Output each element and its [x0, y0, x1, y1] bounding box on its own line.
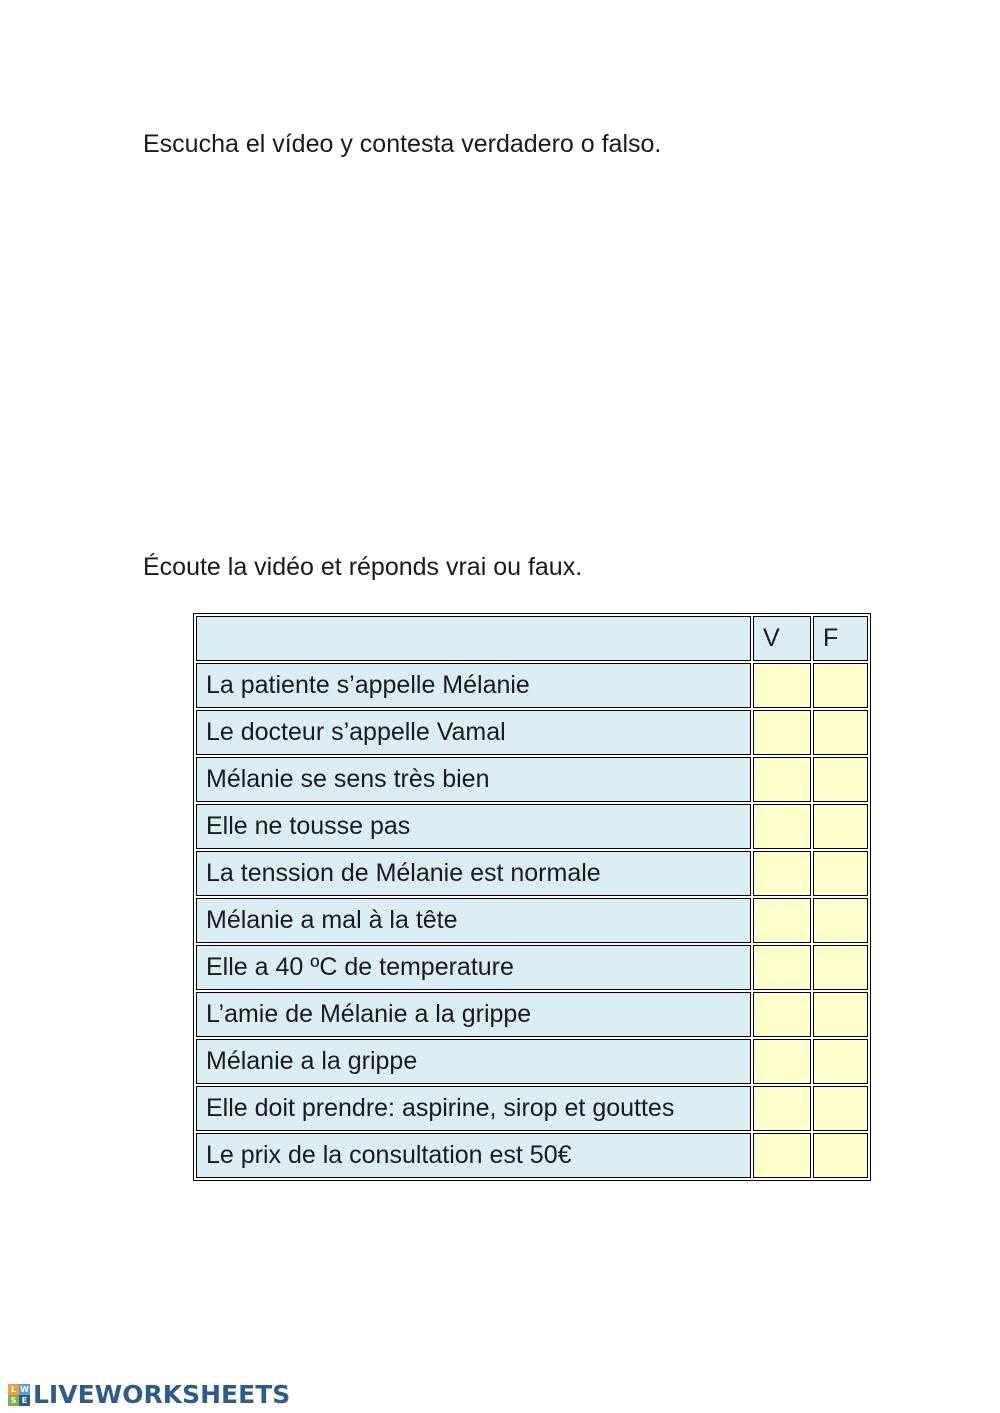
- table-row: [196, 851, 868, 896]
- answer-true-box[interactable]: [753, 1039, 811, 1084]
- table-row: [196, 663, 868, 708]
- liveworksheets-logo-icon: L W S E: [8, 1384, 30, 1406]
- table-row: [196, 898, 868, 943]
- answer-true-box[interactable]: [753, 945, 811, 990]
- answer-false-box[interactable]: [813, 757, 868, 802]
- answer-false-box[interactable]: [813, 1133, 868, 1178]
- answer-false-box[interactable]: [813, 945, 868, 990]
- statement-cell: La tenssion de Mélanie est normale: [196, 851, 751, 896]
- table-row: [196, 1039, 868, 1084]
- statement-cell: Mélanie se sens très bien: [196, 757, 751, 802]
- statement-cell: Mélanie a mal à la tête: [196, 898, 751, 943]
- statement-cell: Le docteur s’appelle Vamal: [196, 710, 751, 755]
- true-false-table: [193, 613, 871, 1181]
- header-false-label: F: [813, 616, 868, 661]
- table-row: [196, 757, 868, 802]
- answer-true-box[interactable]: [753, 851, 811, 896]
- answer-true-box[interactable]: [753, 804, 811, 849]
- header-statement-cell: [196, 616, 751, 661]
- statement-cell: Elle a 40 ºC de temperature: [196, 945, 751, 990]
- table-row: [196, 945, 868, 990]
- answer-false-box[interactable]: [813, 898, 868, 943]
- answer-true-box[interactable]: [753, 757, 811, 802]
- answer-false-box[interactable]: [813, 663, 868, 708]
- answer-true-box[interactable]: [753, 1133, 811, 1178]
- statement-cell: L’amie de Mélanie a la grippe: [196, 992, 751, 1037]
- statement-cell: Elle ne tousse pas: [196, 804, 751, 849]
- answer-false-box[interactable]: [813, 851, 868, 896]
- brand-wordmark: LIVEWORKSHEETS: [33, 1380, 291, 1409]
- liveworksheets-brand: [8, 1381, 290, 1409]
- table-row: [196, 1133, 868, 1178]
- answer-true-box[interactable]: [753, 1086, 811, 1131]
- table-row: [196, 710, 868, 755]
- instruction-spanish: Escucha el vídeo y contesta verdadero o falso.: [143, 130, 662, 158]
- table-row: [196, 804, 868, 849]
- answer-true-box[interactable]: [753, 710, 811, 755]
- instruction-french: Écoute la vidéo et réponds vrai ou faux.: [143, 553, 583, 581]
- answer-true-box[interactable]: [753, 663, 811, 708]
- answer-false-box[interactable]: [813, 1086, 868, 1131]
- statement-cell: Mélanie a la grippe: [196, 1039, 751, 1084]
- answer-true-box[interactable]: [753, 898, 811, 943]
- answer-false-box[interactable]: [813, 1039, 868, 1084]
- answer-false-box[interactable]: [813, 992, 868, 1037]
- statement-cell: Elle doit prendre: aspirine, sirop et gouttes: [196, 1086, 751, 1131]
- table-row: [196, 992, 868, 1037]
- table-row: [196, 1086, 868, 1131]
- answer-false-box[interactable]: [813, 804, 868, 849]
- statement-cell: La patiente s’appelle Mélanie: [196, 663, 751, 708]
- answer-false-box[interactable]: [813, 710, 868, 755]
- header-true-label: V: [753, 616, 811, 661]
- statement-cell: Le prix de la consultation est 50€: [196, 1133, 751, 1178]
- table-header-row: [196, 616, 868, 661]
- answer-true-box[interactable]: [753, 992, 811, 1037]
